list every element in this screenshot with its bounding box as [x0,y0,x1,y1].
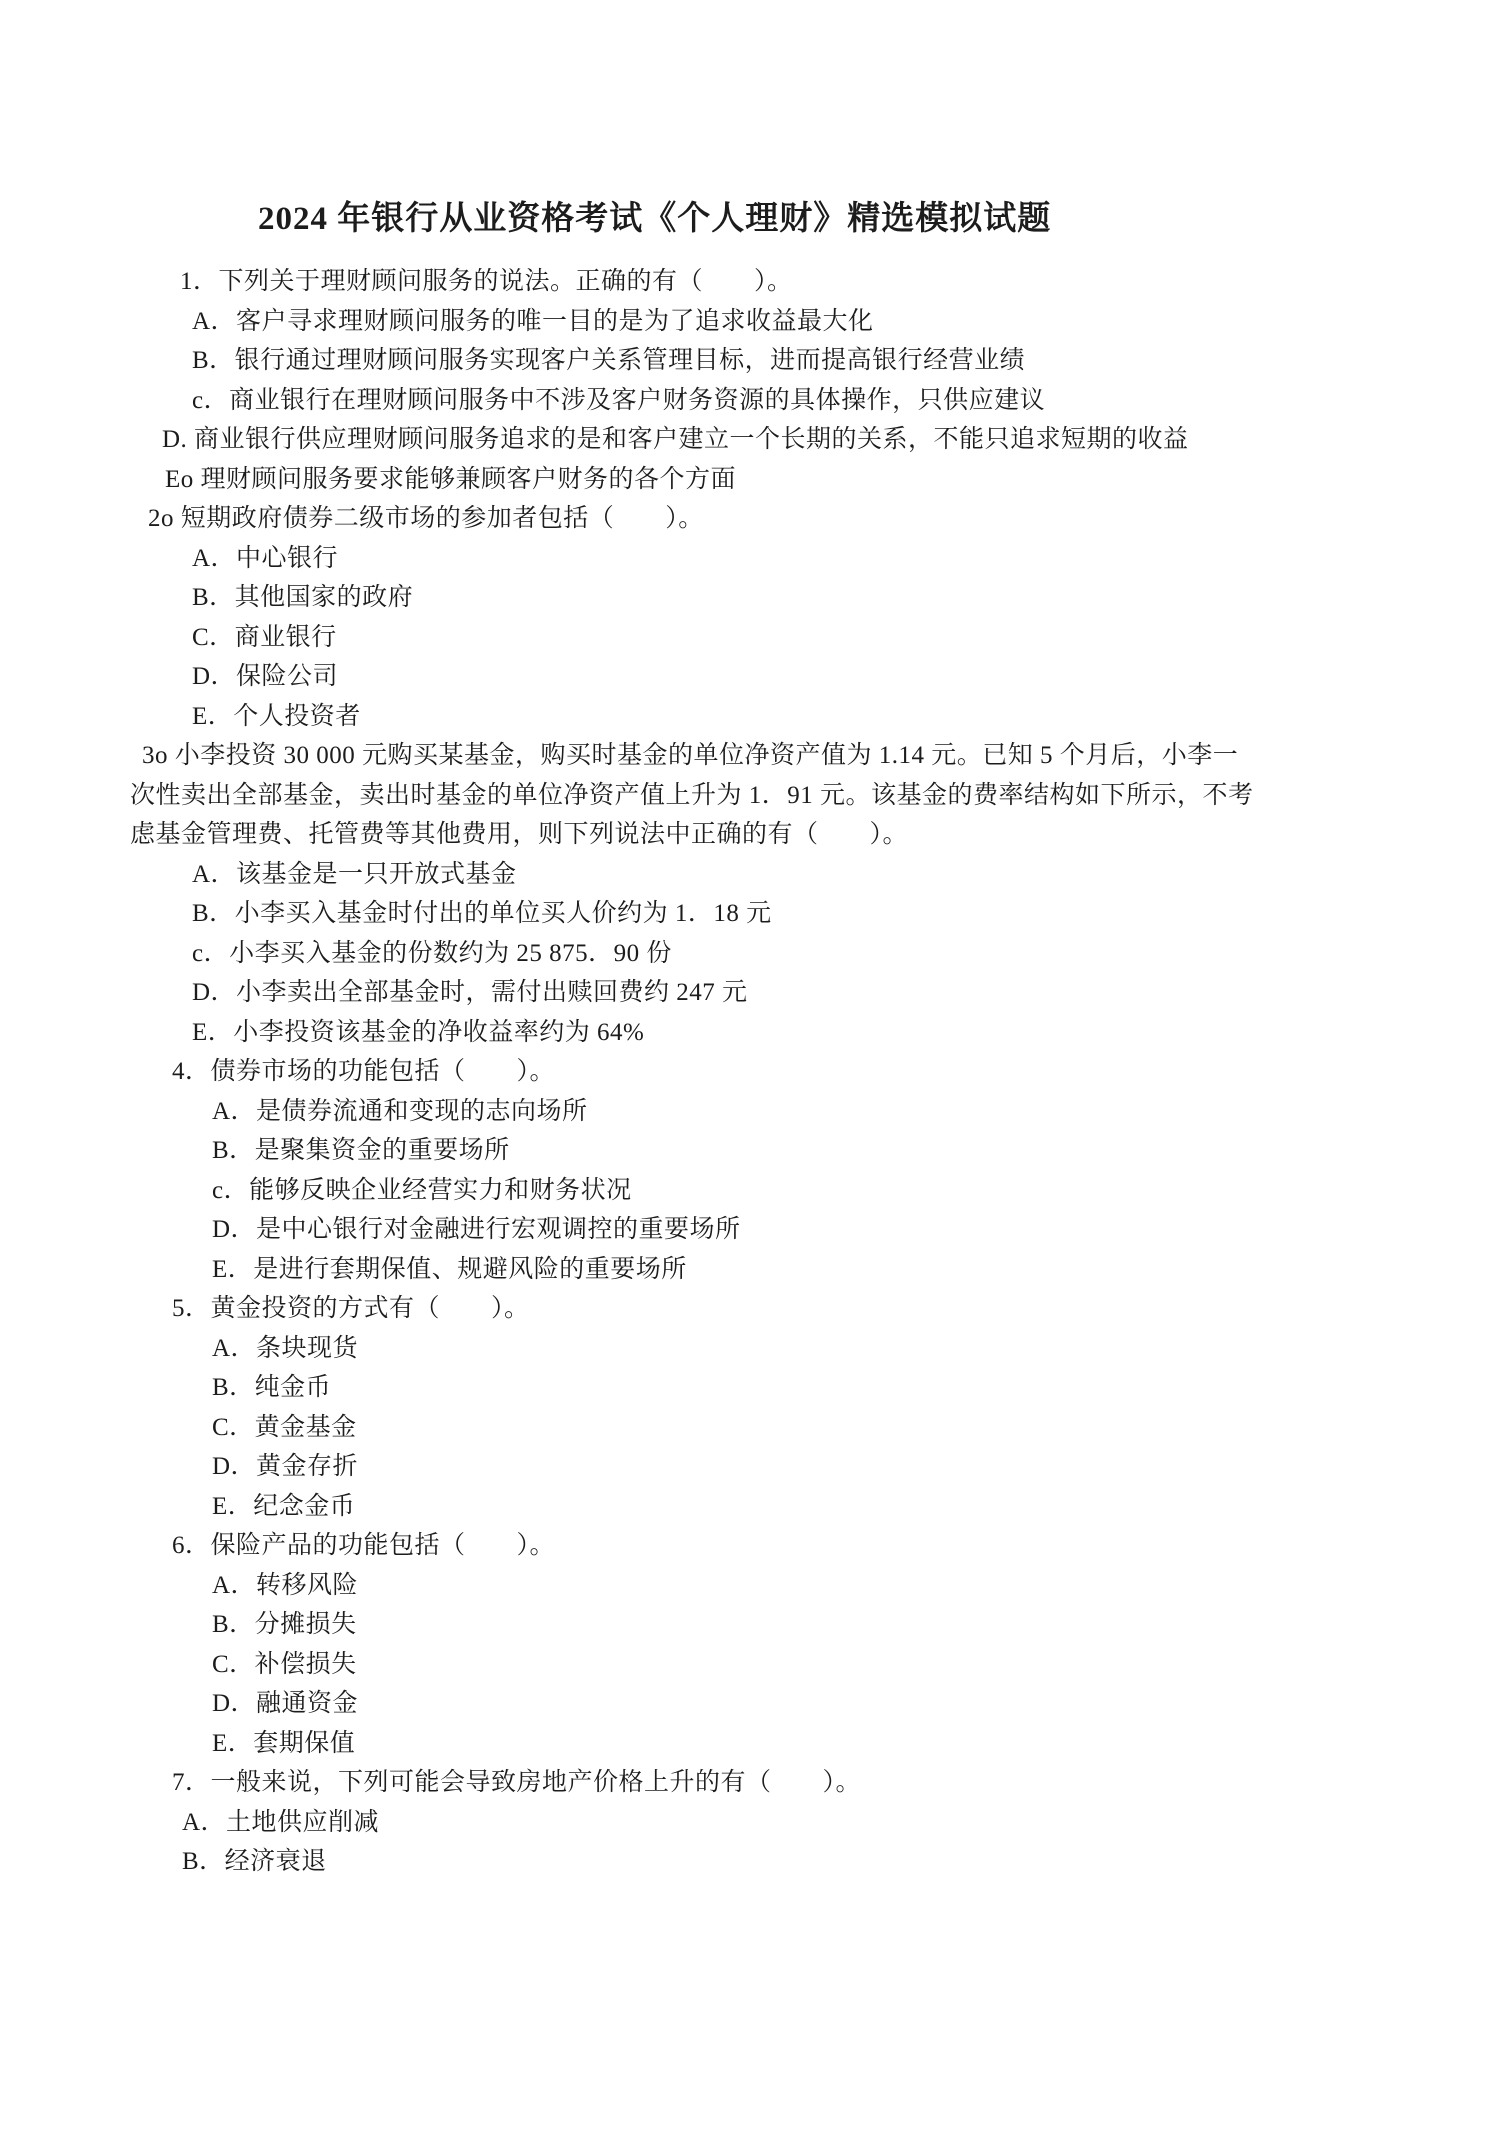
question-6-option-a: A．转移风险 [212,1571,359,1599]
question-5-option-e: E．纪念金币 [212,1492,356,1520]
question-2-option-a: A．中心银行 [192,544,339,572]
question-4-stem: 4．债券市场的功能包括（ ）。 [172,1058,556,1085]
question-5-option-c: C．黄金基金 [212,1413,357,1441]
question-6-option-c: C．补偿损失 [212,1650,357,1678]
question-6-option-e: E．套期保值 [212,1729,356,1757]
question-5-option-a: A．条块现货 [212,1334,359,1362]
question-1-option-d: D. 商业银行供应理财顾问服务追求的是和客户建立一个长期的关系，不能只追求短期的收益 [162,426,1189,453]
question-2-option-e: E．个人投资者 [192,702,361,730]
question-3-option-a: A．该基金是一只开放式基金 [192,860,517,888]
question-6-option-d: D．融通资金 [212,1690,359,1717]
question-2-option-d: D．保险公司 [192,663,339,690]
question-2-stem: 2o 短期政府债券二级市场的参加者包括（ ）。 [148,505,704,532]
question-3-option-b: B．小李买入基金时付出的单位买人价约为 1．18 元 [192,900,772,927]
question-6-option-b: B．分摊损失 [212,1611,357,1638]
question-1-option-e: Eo 理财顾问服务要求能够兼顾客户财务的各个方面 [165,465,737,493]
question-5-stem: 5．黄金投资的方式有（ ）。 [172,1295,530,1322]
question-5-option-b: B．纯金币 [212,1374,332,1401]
question-4-option-c: c．能够反映企业经营实力和财务状况 [212,1176,632,1204]
question-2-option-c: C．商业银行 [192,623,337,651]
question-4-option-b: B．是聚集资金的重要场所 [212,1137,510,1164]
question-1-option-b: B．银行通过理财顾问服务实现客户关系管理目标，进而提高银行经营业绩 [192,347,1026,374]
question-5-option-d: D．黄金存折 [212,1453,359,1480]
question-3-stem: 3o 小李投资 30 000 元购买某基金，购买时基金的单位净资产值为 1.14 元。已知 5 个月后，小李一次性卖出全部基金，卖出时基金的单位净资产值上升为 1．91 元。该基金的费率结构如下所示，不考虑基金管理费、托管费等其他费用，则下列说法中正确的有（ ）。 [130,742,1254,848]
question-3-option-d: D．小李卖出全部基金时，需付出赎回费约 247 元 [192,979,748,1006]
question-7-stem: 7．一般来说，下列可能会导致房地产价格上升的有（ ）。 [172,1769,862,1796]
question-7-option-b: B．经济衰退 [182,1848,327,1875]
page-title: 2024 年银行从业资格考试《个人理财》精选模拟试题 [258,201,1052,237]
question-3-option-e: E．小李投资该基金的净收益率约为 64% [192,1018,645,1046]
question-2-option-b: B．其他国家的政府 [192,584,414,611]
question-4-option-d: D．是中心银行对金融进行宏观调控的重要场所 [212,1216,741,1243]
question-1-option-a: A．客户寻求理财顾问服务的唯一目的是为了追求收益最大化 [192,307,874,335]
question-6-stem: 6．保险产品的功能包括（ ）。 [172,1532,556,1559]
question-7-option-a: A．土地供应削减 [182,1808,380,1836]
question-3-option-c: c．小李买入基金的份数约为 25 875．90 份 [192,939,672,967]
question-1-option-c: c．商业银行在理财顾问服务中不涉及客户财务资源的具体操作，只供应建议 [192,386,1046,414]
question-4-option-a: A．是债券流通和变现的志向场所 [212,1097,588,1125]
question-4-option-e: E．是进行套期保值、规避风险的重要场所 [212,1255,687,1283]
question-1-stem: 1．下列关于理财顾问服务的说法。正确的有（ ）。 [180,268,793,295]
